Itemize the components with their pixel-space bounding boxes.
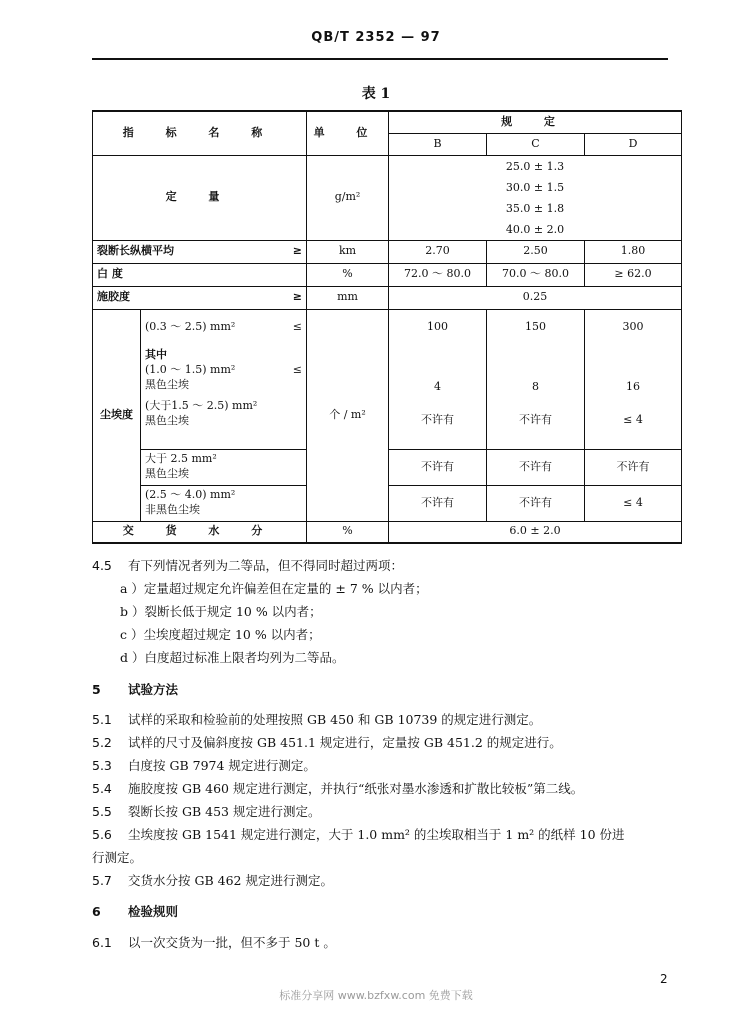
- moisture-unit: %: [307, 521, 389, 543]
- section-5-heading: 5 试验方法: [92, 682, 179, 697]
- dirt-sub-range-label: (0.3 ～ 2.5) mm² ≤ 其中 (1.0 ～ 1.5) mm² ≤ 黑色尘埃 (大于1.5 ～ 2.5) mm² 黑色尘埃: [141, 309, 307, 449]
- header-spec: 规 定: [389, 111, 682, 133]
- breaking-value-c: 2.50: [487, 240, 585, 263]
- clause-5-4: 5.4 施胶度按 GB 460 规定进行测定，并执行“纸张对墨水渗透和扩散比较板”第二线。: [92, 781, 584, 796]
- grade-b-header: B: [389, 133, 487, 155]
- mass-value: 35.0 ± 1.8: [505, 201, 565, 215]
- breaking-value-b: 2.70: [389, 240, 487, 263]
- moisture-value: 6.0 ± 2.0: [389, 521, 682, 543]
- dirt-values-c: 150 8 不许有: [487, 309, 585, 449]
- clause-5-1: 5.1 试样的采取和检验前的处理按照 GB 450 和 GB 10739 的规定进行测定。: [92, 712, 542, 727]
- dirt-unit: 个 / m²: [307, 309, 389, 521]
- sizing-value: 0.25: [389, 286, 682, 309]
- sizing-label: 施胶度 ≥: [93, 286, 307, 309]
- breaking-value-d: 1.80: [585, 240, 682, 263]
- header-rule: [92, 58, 668, 60]
- footer-watermark: 标准分享网 www.bzfxw.com 免费下载: [279, 989, 473, 1002]
- whiteness-unit: %: [307, 263, 389, 286]
- clause-5-7: 5.7 交货水分按 GB 462 规定进行测定。: [92, 873, 333, 888]
- mass-value: 25.0 ± 1.3: [505, 159, 565, 173]
- sizing-unit: mm: [307, 286, 389, 309]
- dirt-nonblack-value-b: 不许有: [389, 485, 487, 521]
- grade-c-header: C: [487, 133, 585, 155]
- table-title: 表 1: [361, 86, 391, 102]
- page-number: 2: [660, 972, 668, 986]
- dirt-large-value-d: 不许有: [585, 449, 682, 485]
- dirt-sub-nonblack-label: (2.5 ～ 4.0) mm² 非黑色尘埃: [141, 485, 307, 521]
- document-header: QB/T 2352 — 97: [311, 30, 441, 45]
- clause-5-6-continued: 行测定。: [92, 850, 143, 865]
- breaking-label: 裂断长纵横平均 ≥: [93, 240, 307, 263]
- clause-4-5-a: a ）定量超过规定允许偏差但在定量的 ± 7 % 以内者；: [120, 581, 428, 596]
- grade-d-header: D: [585, 133, 682, 155]
- dirt-label: 尘埃度: [93, 309, 141, 521]
- dirt-large-value-c: 不许有: [487, 449, 585, 485]
- dirt-large-value-b: 不许有: [389, 449, 487, 485]
- whiteness-value-c: 70.0 ～ 80.0: [487, 263, 585, 286]
- clause-4-5-c: c ）尘埃度超过规定 10 % 以内者；: [120, 627, 321, 642]
- clause-4-5: 4.5 有下列情况者列为二等品，但不得同时超过两项：: [92, 558, 404, 573]
- moisture-label: 交 货 水 分: [93, 521, 307, 543]
- dirt-nonblack-value-c: 不许有: [487, 485, 585, 521]
- dirt-values-b: 100 4 不许有: [389, 309, 487, 449]
- mass-value: 40.0 ± 2.0: [505, 222, 565, 236]
- section-6-heading: 6 检验规则: [92, 904, 179, 919]
- mass-value: 30.0 ± 1.5: [505, 180, 565, 194]
- whiteness-value-b: 72.0 ～ 80.0: [389, 263, 487, 286]
- clause-5-3: 5.3 白度按 GB 7974 规定进行测定。: [92, 758, 316, 773]
- clause-5-6: 5.6 尘埃度按 GB 1541 规定进行测定，大于 1.0 mm² 的尘埃取相当于 1 m² 的纸样 10 份进: [92, 827, 625, 842]
- mass-unit: g/m²: [307, 155, 389, 240]
- clause-6-1: 6.1 以一次交货为一批，但不多于 50 t 。: [92, 935, 336, 950]
- header-index-name: 指 标 名 称: [93, 111, 307, 155]
- clause-4-5-d: d ）白度超过标准上限者均列为二等品。: [120, 650, 345, 665]
- spec-table: [92, 110, 682, 544]
- header-unit: 单 位: [307, 111, 389, 155]
- clause-4-5-b: b ）裂断长低于规定 10 % 以内者；: [120, 604, 322, 619]
- whiteness-label: 白 度: [93, 263, 307, 286]
- clause-5-5: 5.5 裂断长按 GB 453 规定进行测定。: [92, 804, 321, 819]
- breaking-unit: km: [307, 240, 389, 263]
- clause-5-2: 5.2 试样的尺寸及偏斜度按 GB 451.1 规定进行，定量按 GB 451.2 的规定进行。: [92, 735, 562, 750]
- dirt-values-d: 300 16 ≤ 4: [585, 309, 682, 449]
- dirt-sub-large-label: 大于 2.5 mm² 黑色尘埃: [141, 449, 307, 485]
- mass-values: [389, 155, 682, 240]
- mass-label: 定 量: [93, 155, 307, 240]
- dirt-nonblack-value-d: ≤ 4: [585, 485, 682, 521]
- whiteness-value-d: ≥ 62.0: [585, 263, 682, 286]
